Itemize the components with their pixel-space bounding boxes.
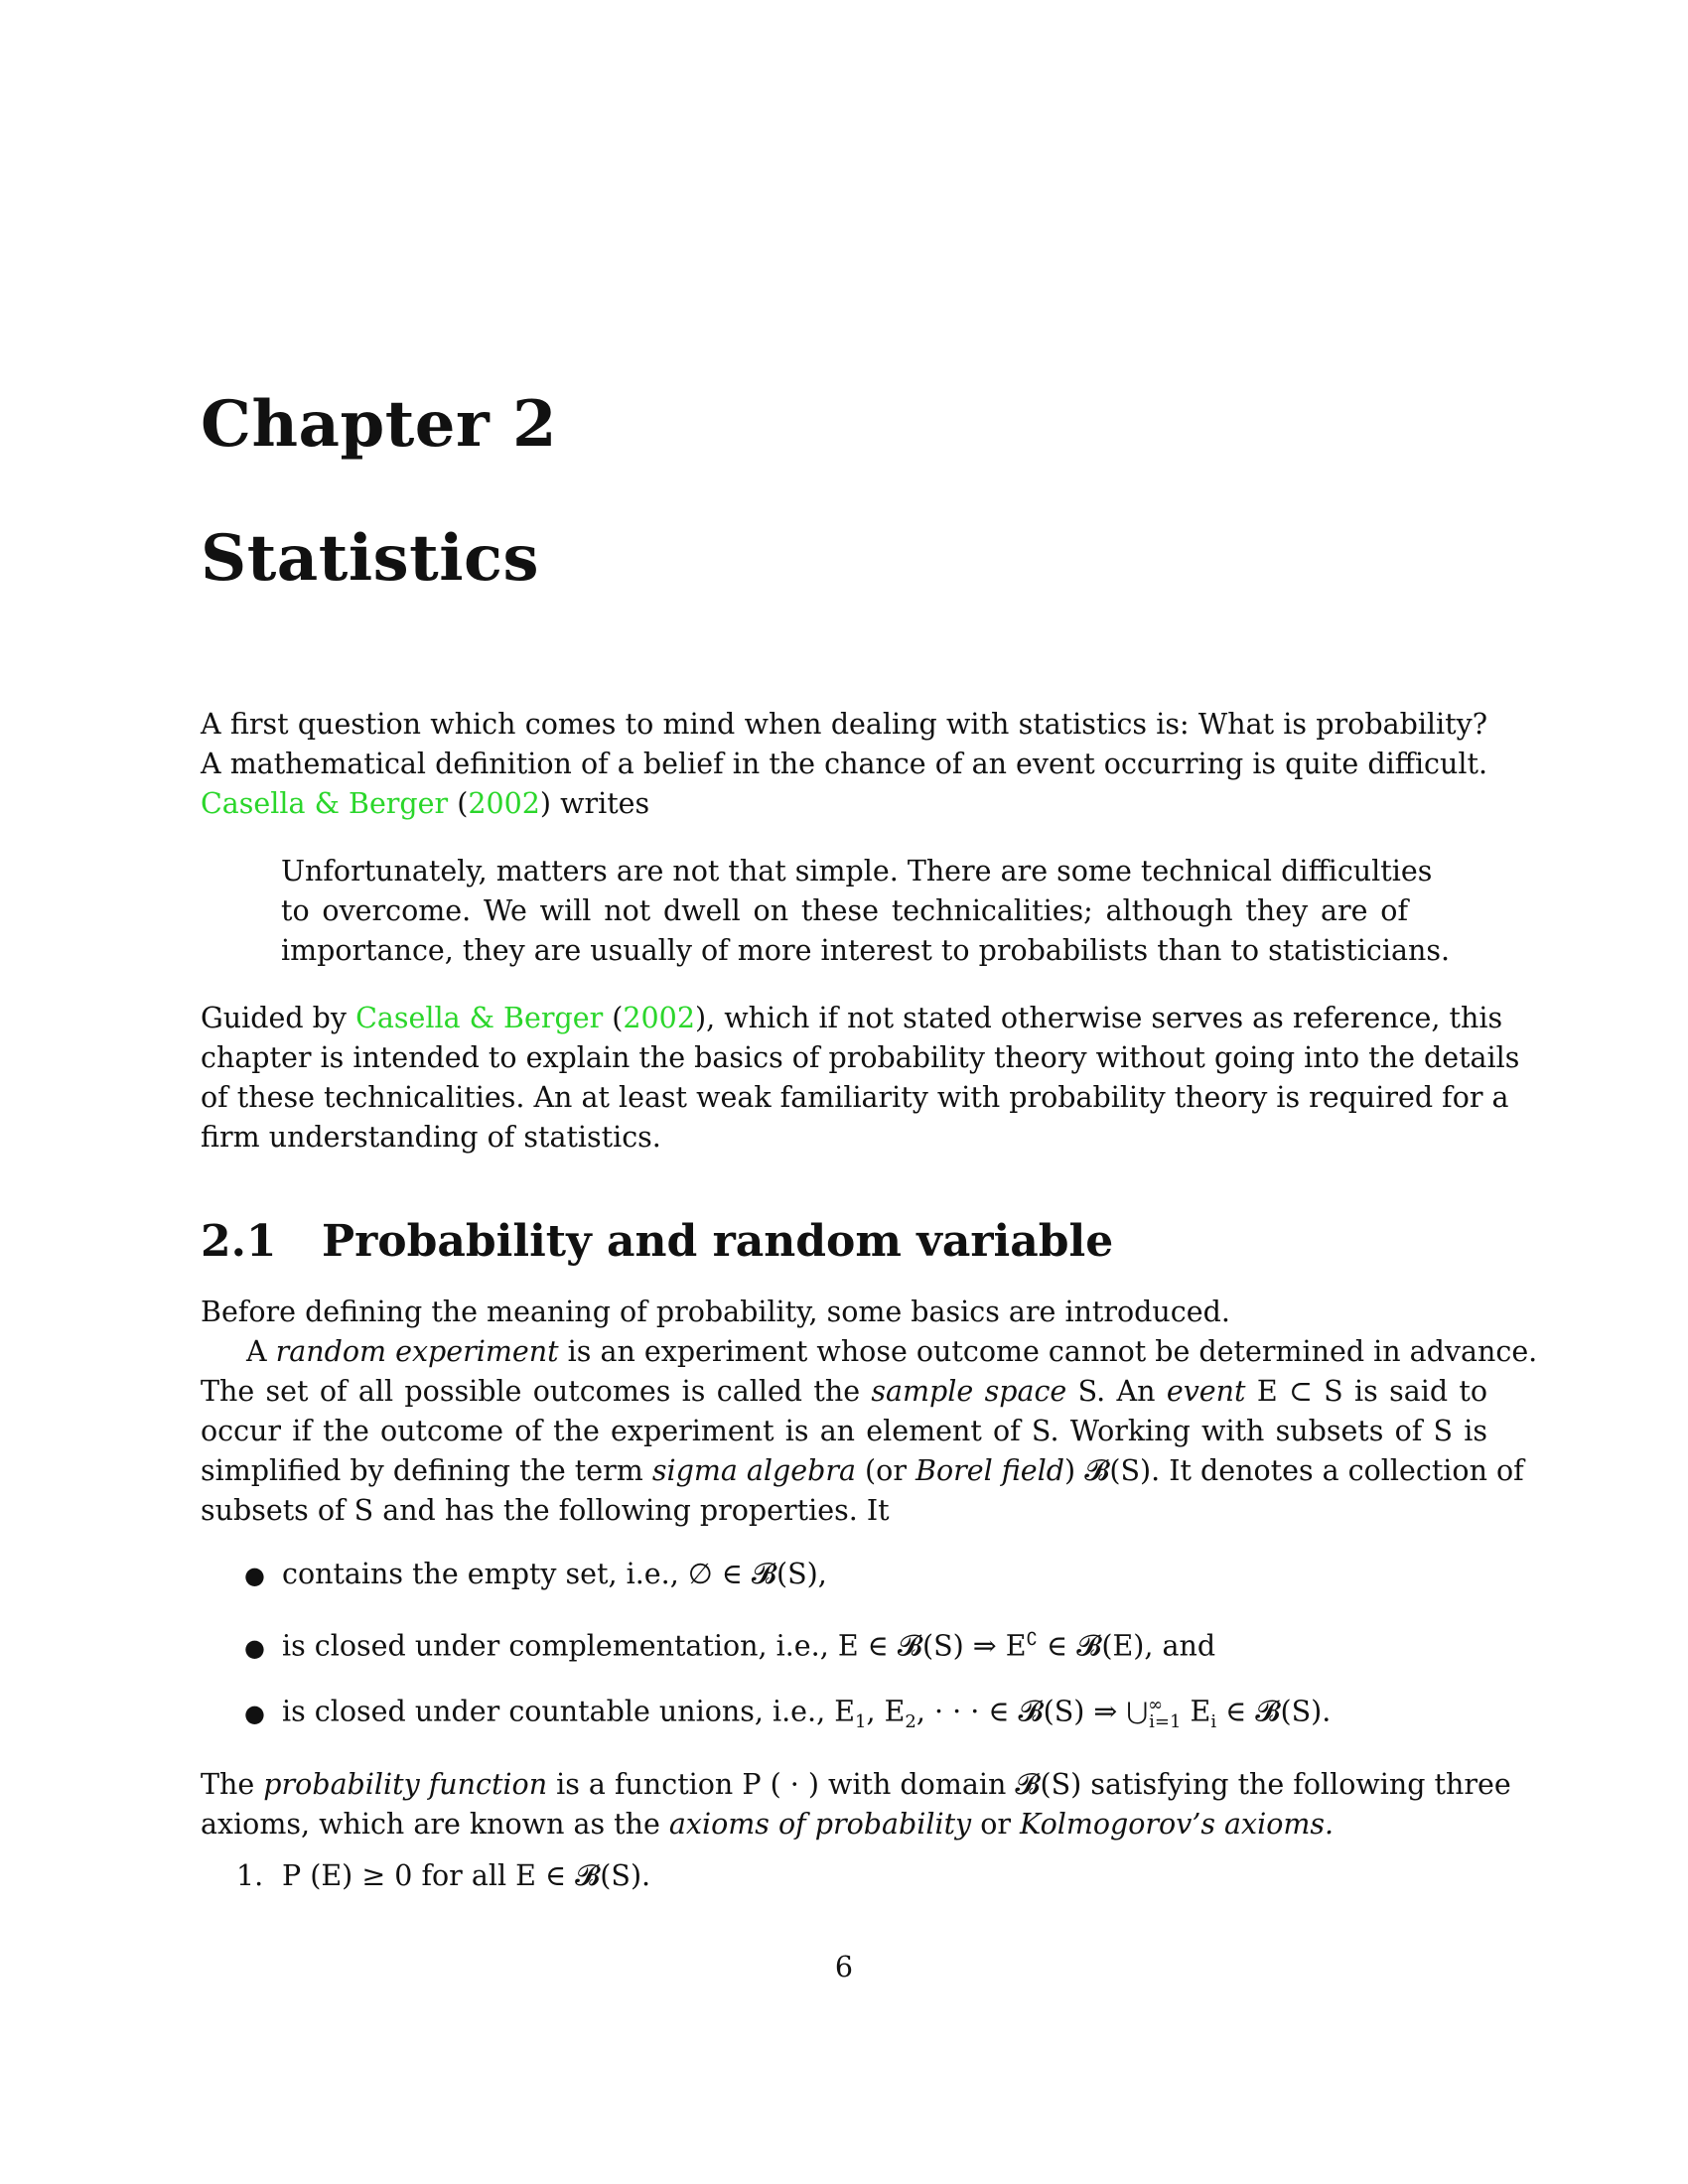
bullet-icon: ● [244,1699,265,1727]
basics-line-1: Before defining the meaning of probability, some basics are introduced. [201,1296,1230,1328]
section-title: Probability and random variable [322,1216,1114,1267]
probability-line-1-a: The [201,1768,255,1801]
basics-line-3-a: The set of all possible outcomes is called the [201,1375,861,1408]
intro-line-1: A first question which comes to mind when dealing with statistics is: What is probability? [201,708,1487,741]
guided-line-2: chapter is intended to explain the basics of probability theory without going into the details [201,1041,1520,1074]
term-borel-field: Borel field [915,1454,1065,1487]
section-heading [201,1216,1113,1267]
basics-line-6: subsets of S and has the following properties. It [201,1494,890,1527]
probability-line-1 [201,1765,1511,1805]
list-item: ● is closed under complementation, i.e., E ∈ 𝓑(S) ⇒ E∁ ∈ 𝓑(E), and [244,1620,1215,1668]
quote-line-1: Unfortunately, matters are not that simple. There are some technical difficulties [281,855,1433,887]
probability-function-paragraph [201,1765,1511,1844]
block-quote [281,852,1451,971]
term-kolmogorov-axioms: Kolmogorov’s axioms. [1020,1808,1335,1841]
quote-line-3: importance, they are usually of more interest to probabilists than to statisticians. [281,934,1451,967]
property-text: contains the empty set, i.e., ∅ ∈ 𝓑(S), [282,1558,827,1590]
guided-line-1: Guided by Casella & Berger (2002), which if not stated otherwise serves as reference, this [201,1002,1503,1034]
section-number: 2.1 [201,1216,277,1267]
guided-line-1-tail: , which if not stated otherwise serves as reference, this [706,1002,1503,1034]
term-sample-space: sample space [871,1375,1067,1408]
bullet-icon: ● [244,1633,265,1662]
property-text: is closed under complementation, i.e., E ∈ 𝓑(S) ⇒ E [282,1629,1027,1663]
bullet-icon: ● [244,1562,265,1589]
term-random-experiment: random experiment [275,1335,559,1368]
probability-line-2-b: or [980,1808,1011,1841]
page-number: 6 [834,1951,854,1983]
term-sigma-algebra: sigma algebra [651,1454,856,1487]
probability-line-2-a: axioms, which are known as the [201,1808,660,1841]
axiom-text: P (E) ≥ 0 for all E ∈ 𝓑(S). [282,1859,651,1892]
intro-line-3: Casella & Berger (2002) writes [201,787,650,820]
basics-line-5-b: (or [865,1454,907,1487]
axiom-number: 1. [236,1859,264,1892]
probability-line-1-b: is a function P ( · ) with domain 𝓑(S) satisfying the following three [556,1768,1511,1801]
basics-line-5 [201,1451,1524,1491]
intro-line-2: A mathematical definition of a belief in the chance of an event occurring is quite difficult. [201,748,1487,780]
citation-year-link[interactable]: 2002 [623,1002,695,1034]
chapter-label: Chapter 2 [201,387,557,462]
citation-link[interactable]: Casella & Berger [355,1002,604,1034]
list-item [244,1555,827,1595]
quote-line-2: to overcome. We will not dwell on these technicalities; although they are of [281,894,1408,927]
basics-line-3-c: E ⊂ S is said to [1256,1375,1488,1408]
axiom-item [236,1856,650,1896]
term-probability-function: probability function [263,1768,548,1801]
guided-prefix: Guided by [201,1002,347,1034]
basics-line-3-b: S. An [1077,1375,1156,1408]
guided-line-4: firm understanding of statistics. [201,1121,661,1154]
basics-line-3 [201,1372,1487,1412]
guided-line-3: of these technicalities. An at least weak familiarity with probability theory is required for a [201,1081,1509,1114]
guided-paragraph [201,999,1520,1158]
basics-line-2-tail: is an experiment whose outcome cannot be determined in advance. [567,1335,1538,1368]
intro-paragraph [201,705,1487,824]
list-item: ● is closed under countable unions, i.e., $E_1$, $E_2$, · · · ∈ 𝓑(S) ⇒ $⋃^\infty_{i=1}$ $E_i$ ∈ 𝓑(S). [244,1695,1332,1733]
property-text: is closed under countable unions, i.e., E [282,1695,855,1728]
citation-year-link[interactable]: 2002 [468,787,540,820]
basics-line-2: A random experiment is an experiment whose outcome cannot be determined in advance. [246,1335,1538,1368]
basics-line-4: occur if the outcome of the experiment is an element of S. Working with subsets of S is [201,1415,1487,1447]
term-axioms-of-probability: axioms of probability [668,1808,972,1841]
basics-line-5-a: simplified by defining the term [201,1454,643,1487]
chapter-title: Statistics [201,521,540,596]
term-event: event [1166,1375,1246,1408]
basics-paragraph [201,1293,1538,1531]
intro-line-3-tail: writes [560,787,650,820]
citation-link[interactable]: Casella & Berger [201,787,449,820]
probability-line-2 [201,1805,1487,1844]
basics-line-5-c: ) 𝓑(S). It denotes a collection of [1064,1454,1524,1487]
